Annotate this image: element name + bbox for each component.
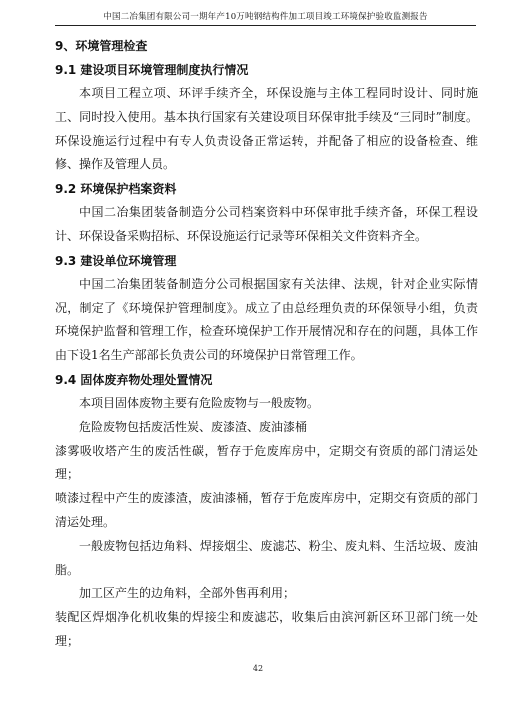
paragraph-9-3: 中国二冶集团装备制造分公司根据国家有关法律、法规，针对企业实际情况，制定了《环境保护管理制度》。成立了由总经理负责的环保领导小组，负责环境保护监督和管理工作，检查环境保护工作开展情况和存在的问题，具体工作由下设1名生产部部长负责公司的环境保护日常管理工作。 — [55, 276, 478, 363]
section-heading-9-3: 9.3 建设单位环境管理 — [55, 253, 177, 268]
document-body — [55, 34, 478, 654]
section-heading-9-1: 9.1 建设项目环境管理制度执行情况 — [55, 63, 249, 77]
paragraph-9-4-hazardous: 危险废物包括废活性炭、废漆渣、废油漆桶 — [79, 419, 308, 434]
paragraph-9-4-carbon: 漆雾吸收塔产生的废活性碳，暂存于危废库房中，定期交有资质的部门清运处理； — [55, 443, 478, 482]
paragraph-9-4-intro: 本项目固体废物主要有危险废物与一般废物。 — [79, 395, 320, 410]
paragraph-9-4-scrap: 加工区产生的边角料，全部外售再利用； — [79, 586, 296, 601]
running-header: 中国二冶集团有限公司一期年产10万吨钢结构件加工项目竣工环境保护验收监测报告 — [55, 10, 476, 26]
paragraph-9-4-general: 一般废物包括边角料、焊接烟尘、废滤芯、粉尘、废丸料、生活垃圾、废油脂。 — [55, 538, 478, 577]
section-heading-9-4: 9.4 固体废弃物处理处置情况 — [55, 372, 213, 387]
paragraph-9-4-paint: 喷漆过程中产生的废漆渣，废油漆桶，暂存于危废库房中，定期交有资质的部门清运处理。 — [55, 491, 478, 529]
page-number: 42 — [252, 664, 264, 673]
section-heading-9-2: 9.2 环境保护档案资料 — [55, 182, 177, 197]
paragraph-9-1: 本项目工程立项、环评手续齐全，环保设施与主体工程同时设计、同时施工、同时投入使用。基本执行国家有关建设项目环保审批手续及“三同时”制度。环保设施运行过程中有专人负责设备正常运转，并配备了相应的设备检查、维修、操作及管理人员。 — [55, 86, 478, 172]
section-heading-9: 9、环境管理检查 — [55, 39, 148, 53]
paragraph-9-4-weld: 装配区焊烟净化机收集的焊接尘和废滤芯，收集后由滨河新区环卫部门统一处理； — [55, 610, 478, 648]
paragraph-9-2: 中国二冶集团装备制造分公司档案资料中环保审批手续齐备，环保工程设计、环保设备采购招标、环保设施运行记录等环保相关文件资料齐全。 — [55, 205, 478, 243]
